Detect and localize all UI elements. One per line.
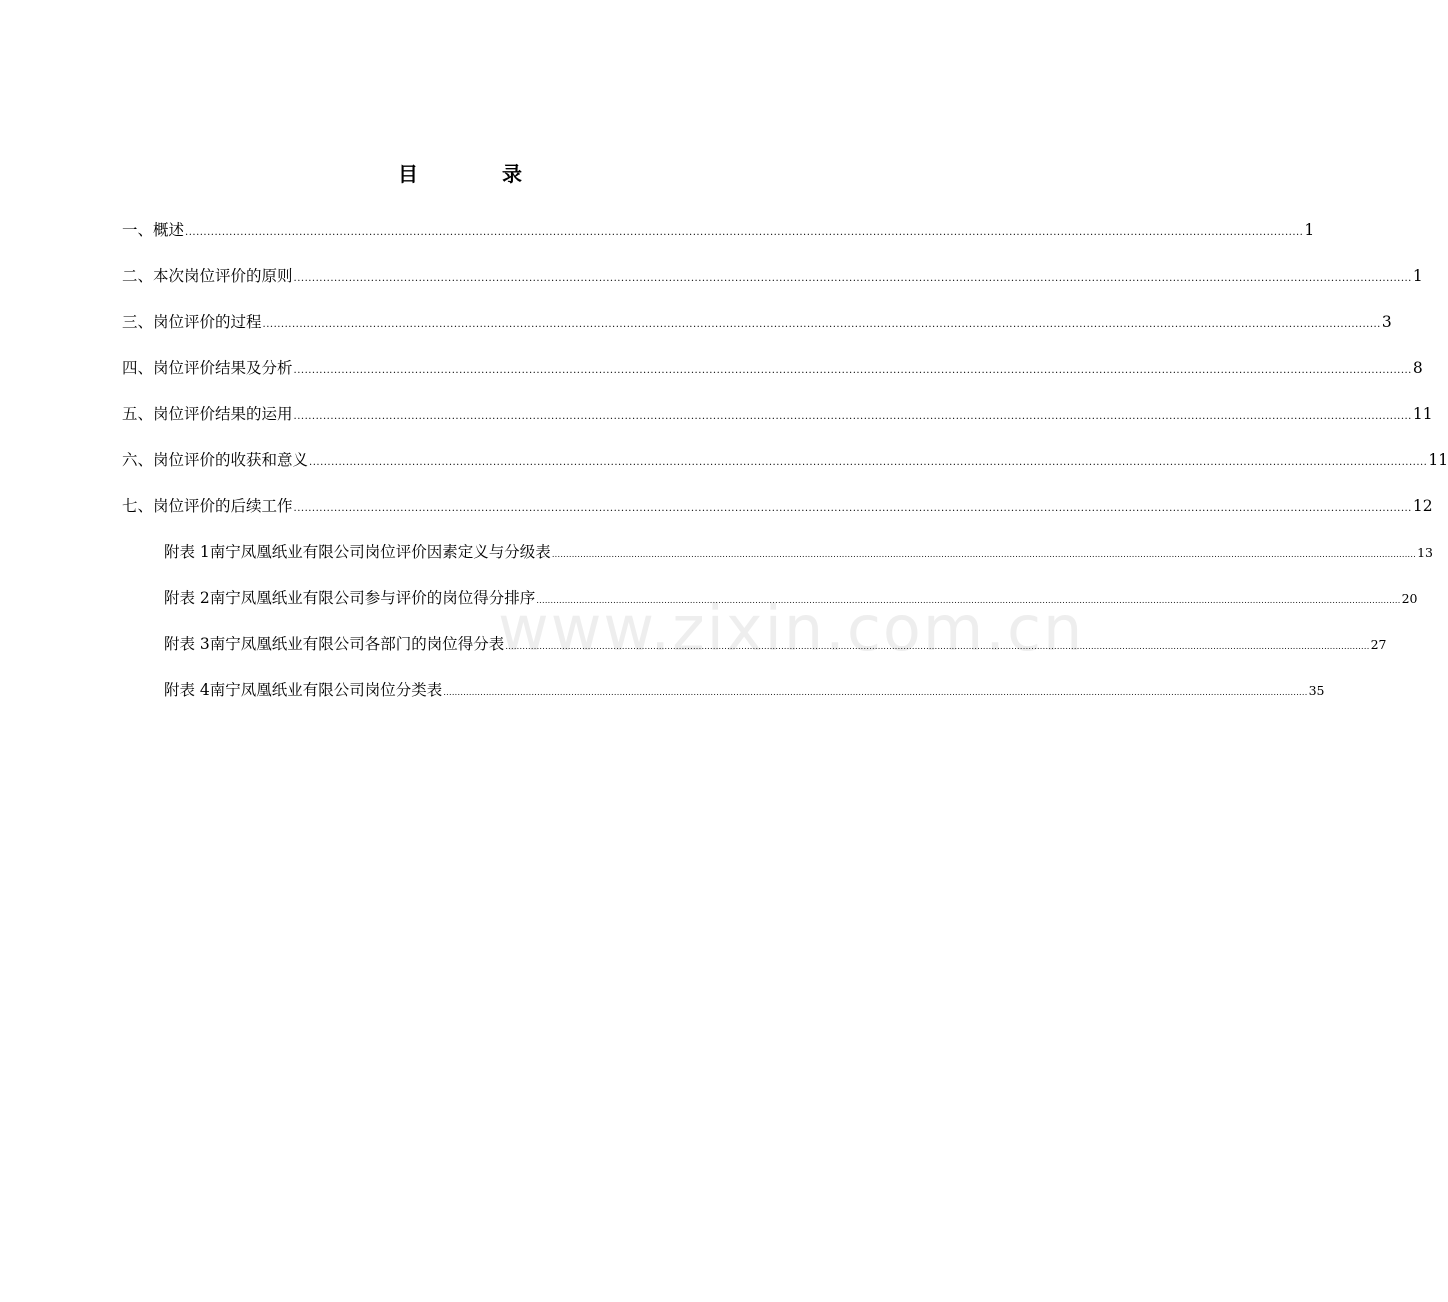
toc-leader	[263, 315, 1381, 335]
toc-appendix-number: 附表 3	[164, 635, 210, 653]
toc-entry-number: 六、	[122, 451, 154, 469]
toc-appendix-number: 附表 2	[164, 589, 210, 607]
toc-entry-1[interactable]	[122, 220, 1315, 240]
toc-appendix-1[interactable]	[164, 542, 1433, 562]
toc-entry-number: 三、	[122, 313, 154, 331]
toc-entry-7[interactable]	[122, 496, 1433, 516]
toc-entry-number: 四、	[122, 359, 154, 377]
toc-page-number: 11	[1428, 451, 1448, 469]
toc-leader	[294, 269, 1412, 289]
toc-entry-label: 岗位评价的过程	[153, 313, 262, 331]
toc-entry-label: 岗位评价结果及分析	[153, 359, 293, 377]
toc-entry-label: 岗位评价结果的运用	[153, 405, 293, 423]
toc-leader	[294, 361, 1412, 381]
toc-entry-3[interactable]	[122, 312, 1392, 332]
toc-appendix-label: 南宁凤凰纸业有限公司岗位分类表	[209, 681, 443, 699]
toc-page-number: 13	[1417, 545, 1433, 560]
toc-entry-number: 一、	[122, 221, 154, 239]
toc-appendix-label: 南宁凤凰纸业有限公司岗位评价因素定义与分级表	[209, 543, 551, 561]
toc-page-number: 12	[1412, 497, 1433, 515]
toc-page-number: 3	[1381, 313, 1392, 331]
toc-page-number: 20	[1401, 591, 1418, 606]
toc-entry-label: 概述	[153, 221, 185, 239]
toc-entry-label: 岗位评价的后续工作	[153, 497, 293, 515]
toc-entry-label: 岗位评价的收获和意义	[153, 451, 309, 469]
toc-page-number: 1	[1412, 267, 1423, 285]
toc-leader	[536, 591, 1400, 611]
toc-appendix-number: 附表 1	[164, 543, 210, 561]
toc-entry-2[interactable]	[122, 266, 1423, 286]
toc-entry-6[interactable]	[122, 450, 1448, 470]
toc-leader	[294, 499, 1412, 519]
toc-entry-number: 二、	[122, 267, 154, 285]
toc-leader	[443, 683, 1307, 703]
toc-appendix-label: 南宁凤凰纸业有限公司各部门的岗位得分表	[209, 635, 505, 653]
toc-leader	[294, 407, 1412, 427]
toc-entry-5[interactable]	[122, 404, 1433, 424]
toc-entry-number: 五、	[122, 405, 154, 423]
toc-entry-number: 七、	[122, 497, 154, 515]
toc-page-number: 1	[1304, 221, 1315, 239]
toc-page-number: 35	[1308, 683, 1325, 698]
toc-appendix-label: 南宁凤凰纸业有限公司参与评价的岗位得分排序	[209, 589, 536, 607]
toc-appendix-4[interactable]	[164, 680, 1325, 700]
toc-appendix-3[interactable]	[164, 634, 1387, 654]
toc-entry-4[interactable]	[122, 358, 1423, 378]
toc-leader	[185, 223, 1303, 243]
toc-page-number: 27	[1370, 637, 1387, 652]
toc-appendix-number: 附表 4	[164, 681, 210, 699]
toc-leader	[309, 453, 1427, 473]
page-title: 目 录	[398, 162, 554, 186]
toc-page-number: 11	[1412, 405, 1433, 423]
toc-leader	[552, 545, 1416, 565]
toc-leader	[505, 637, 1369, 657]
toc-entry-label: 本次岗位评价的原则	[153, 267, 293, 285]
toc-appendix-2[interactable]	[164, 588, 1418, 608]
watermark: www.zixin.com.cn	[498, 592, 1085, 665]
toc-page-number: 8	[1412, 359, 1423, 377]
